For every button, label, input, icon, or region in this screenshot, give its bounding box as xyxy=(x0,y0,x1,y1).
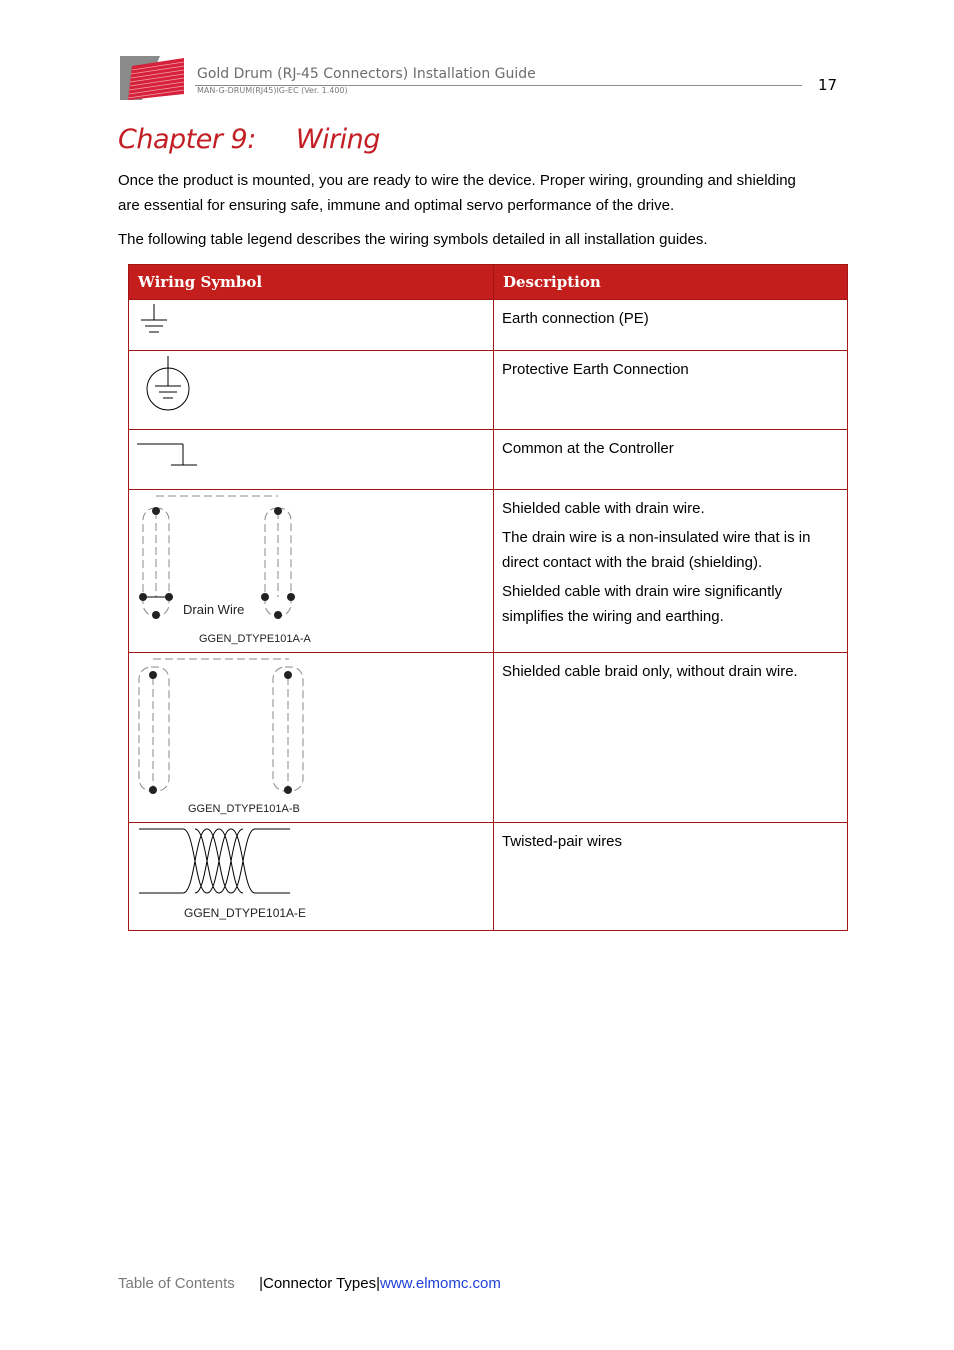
row-description: Shielded cable with drain wire. xyxy=(502,500,705,517)
row-description: The drain wire is a non-insulated wire that is in direct contact with the braid (shielding). xyxy=(502,529,811,571)
chapter-name: Wiring xyxy=(295,124,380,155)
header-doc-code: MAN-G-DRUM(RJ45)IG-EC (Ver. 1.400) xyxy=(197,86,348,95)
chapter-heading xyxy=(118,124,380,155)
page-number: 17 xyxy=(818,76,838,94)
footer-toc-link[interactable]: Table of Contents xyxy=(118,1275,235,1292)
intro-paragraph-1: Once the product is mounted, you are ready to wire the device. Proper wiring, grounding and shielding are essential for ensuring safe, immune and optimal servo performance of the drive. xyxy=(118,172,796,214)
footer-section: |Connector Types| xyxy=(259,1275,381,1292)
row-description: Protective Earth Connection xyxy=(502,361,689,378)
column-header-description: Description xyxy=(494,265,848,300)
shielded-cable-drain-icon xyxy=(135,490,335,650)
table-row xyxy=(129,653,848,823)
protective-earth-icon xyxy=(139,354,209,424)
row-description: Twisted-pair wires xyxy=(502,833,623,850)
column-header-symbol: Wiring Symbol xyxy=(129,265,494,300)
table-row xyxy=(129,430,848,490)
common-controller-icon xyxy=(135,434,215,484)
footer-website-link[interactable]: www.elmomc.com xyxy=(380,1275,501,1292)
table-row xyxy=(129,823,848,931)
row-description: Earth connection (PE) xyxy=(502,310,649,327)
shielded-cable-braid-icon xyxy=(135,653,335,819)
drain-wire-label: Drain Wire xyxy=(183,602,245,617)
twisted-pair-icon xyxy=(135,823,335,927)
wiring-symbol-table xyxy=(128,264,848,931)
header-title: Gold Drum (RJ-45 Connectors) Installation Guide xyxy=(197,66,536,82)
row-description: Shielded cable with drain wire significantly simplifies the wiring and earthing. xyxy=(502,583,783,625)
chapter-label: Chapter 9: xyxy=(118,124,256,155)
elmo-logo xyxy=(118,54,186,102)
earth-ground-icon xyxy=(135,300,195,350)
table-row xyxy=(129,490,848,653)
table-row xyxy=(129,300,848,351)
row-description: Common at the Controller xyxy=(502,440,674,457)
row-description: Shielded cable braid only, without drain wire. xyxy=(502,663,798,680)
table-header-row xyxy=(129,265,848,300)
intro-paragraph-2: The following table legend describes the wiring symbols detailed in all installation guides. xyxy=(118,231,708,248)
figure-code-b: GGEN_DTYPE101A-B xyxy=(188,803,300,815)
figure-code-e: GGEN_DTYPE101A-E xyxy=(184,906,307,920)
figure-code-a: GGEN_DTYPE101A-A xyxy=(199,633,311,645)
page-footer xyxy=(118,1275,501,1292)
table-row xyxy=(129,351,848,430)
